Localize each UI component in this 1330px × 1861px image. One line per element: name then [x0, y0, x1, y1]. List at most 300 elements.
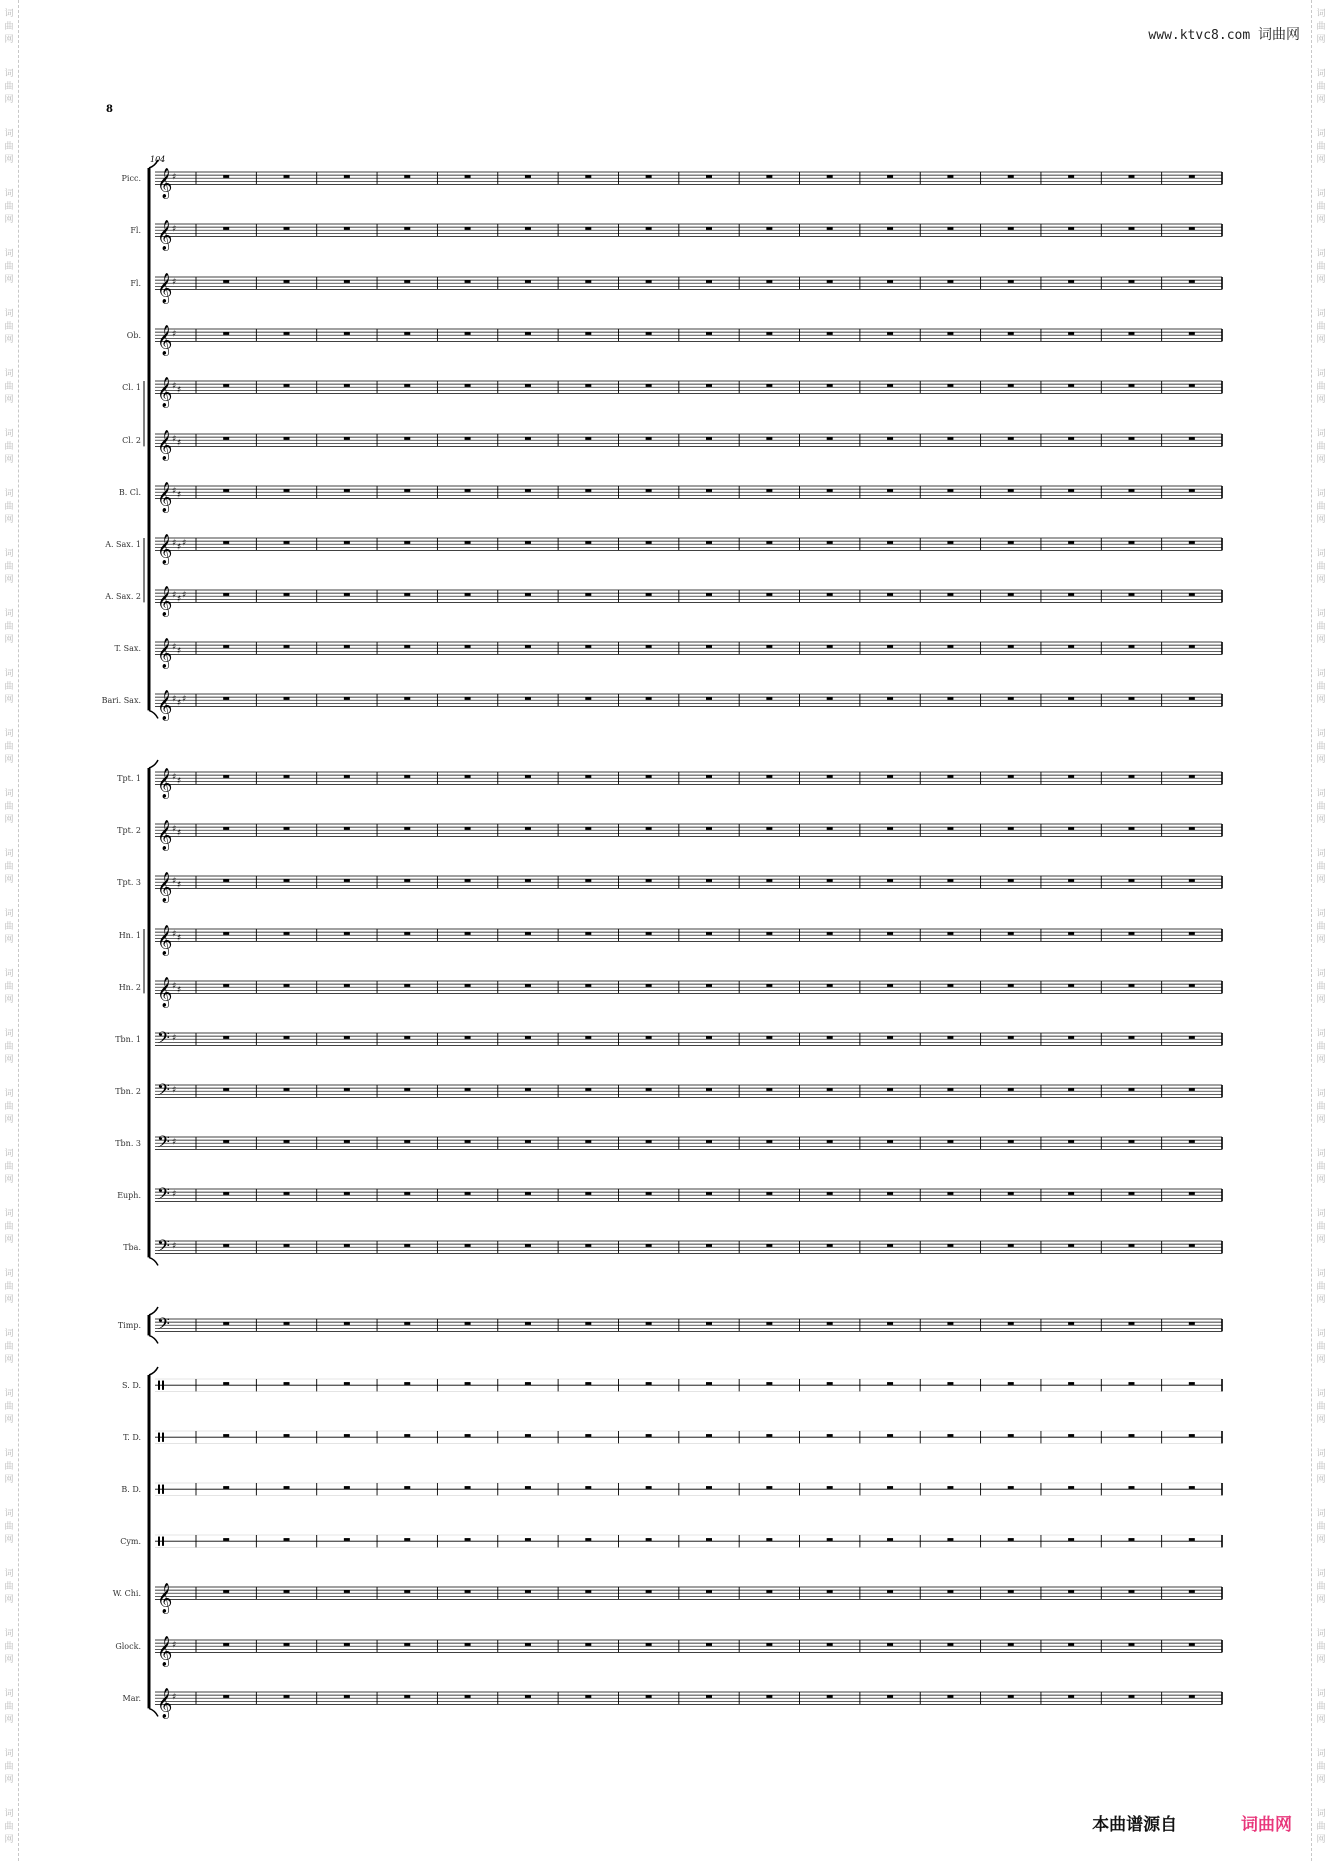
whole-rest: [525, 827, 531, 830]
whole-rest: [1008, 1590, 1014, 1593]
whole-rest: [947, 932, 953, 935]
whole-rest: [947, 1244, 953, 1247]
instrument-name: B. Cl.: [118, 488, 141, 498]
whole-rest: [465, 1036, 471, 1039]
whole-rest: [404, 1590, 410, 1593]
whole-rest: [465, 1434, 471, 1437]
whole-rest: [1068, 1140, 1074, 1143]
whole-rest: [465, 1538, 471, 1541]
whole-rest: [1189, 1192, 1195, 1195]
instrument-name: S. D.: [122, 1381, 141, 1391]
whole-rest: [646, 1192, 652, 1195]
whole-rest: [404, 775, 410, 778]
sharp-icon: ♯: [172, 486, 177, 497]
whole-rest: [284, 1434, 290, 1437]
treble-clef-icon: 𝄞: [157, 977, 173, 1008]
instrument-name: Fl.: [130, 279, 141, 289]
whole-rest: [646, 1695, 652, 1698]
whole-rest: [1008, 1538, 1014, 1541]
whole-rest: [465, 1695, 471, 1698]
whole-rest: [284, 541, 290, 544]
whole-rest: [646, 175, 652, 178]
whole-rest: [766, 1695, 772, 1698]
whole-rest: [947, 280, 953, 283]
watermark-glyphs: 词 曲 网: [1316, 549, 1326, 585]
whole-rest: [1128, 175, 1134, 178]
whole-rest: [827, 697, 833, 700]
watermark-glyphs: 词 曲 网: [4, 1209, 14, 1245]
whole-rest: [585, 984, 591, 987]
instrument-name: Tpt. 1: [117, 774, 141, 784]
whole-rest: [585, 1140, 591, 1143]
treble-clef-icon: 𝄞: [157, 1636, 173, 1667]
whole-rest: [223, 175, 229, 178]
whole-rest: [646, 1643, 652, 1646]
whole-rest: [465, 384, 471, 387]
whole-rest: [706, 879, 712, 882]
whole-rest: [1128, 697, 1134, 700]
treble-clef-icon: 𝄞: [157, 820, 173, 851]
whole-rest: [1068, 1088, 1074, 1091]
whole-rest: [404, 1140, 410, 1143]
sharp-icon: ♯: [177, 438, 182, 449]
whole-rest: [585, 775, 591, 778]
whole-rest: [525, 1244, 531, 1247]
whole-rest: [947, 775, 953, 778]
whole-rest: [766, 932, 772, 935]
whole-rest: [465, 1322, 471, 1325]
watermark-glyphs: 词 曲 网: [4, 1449, 14, 1485]
whole-rest: [827, 1434, 833, 1437]
whole-rest: [344, 775, 350, 778]
instrument-name: Hn. 2: [118, 983, 141, 993]
whole-rest: [887, 280, 893, 283]
whole-rest: [706, 984, 712, 987]
instrument-name: Euph.: [117, 1191, 141, 1201]
whole-rest: [766, 1382, 772, 1385]
whole-rest: [404, 1434, 410, 1437]
whole-rest: [223, 984, 229, 987]
whole-rest: [1128, 1486, 1134, 1489]
whole-rest: [646, 1322, 652, 1325]
whole-rest: [706, 775, 712, 778]
whole-rest: [1128, 437, 1134, 440]
watermark-glyphs: 词 曲 网: [4, 909, 14, 945]
whole-rest: [525, 593, 531, 596]
whole-rest: [585, 1322, 591, 1325]
sharp-icon: ♯: [177, 490, 182, 501]
whole-rest: [706, 1695, 712, 1698]
whole-rest: [284, 593, 290, 596]
whole-rest: [1189, 437, 1195, 440]
whole-rest: [947, 175, 953, 178]
whole-rest: [1189, 1322, 1195, 1325]
treble-clef-icon: 𝄞: [157, 690, 173, 721]
whole-rest: [1128, 1088, 1134, 1091]
whole-rest: [827, 1643, 833, 1646]
whole-rest: [646, 697, 652, 700]
whole-rest: [585, 1643, 591, 1646]
whole-rest: [1189, 175, 1195, 178]
whole-rest: [1128, 1322, 1134, 1325]
whole-rest: [947, 697, 953, 700]
whole-rest: [525, 1036, 531, 1039]
whole-rest: [766, 1643, 772, 1646]
whole-rest: [947, 1322, 953, 1325]
whole-rest: [947, 384, 953, 387]
whole-rest: [1008, 984, 1014, 987]
whole-rest: [1189, 1244, 1195, 1247]
whole-rest: [646, 489, 652, 492]
whole-rest: [284, 175, 290, 178]
watermark-glyphs: 词 曲 网: [4, 1269, 14, 1305]
whole-rest: [465, 175, 471, 178]
whole-rest: [706, 437, 712, 440]
watermark-glyphs: 词 曲 网: [1316, 1149, 1326, 1185]
whole-rest: [344, 932, 350, 935]
whole-rest: [223, 1140, 229, 1143]
whole-rest: [827, 593, 833, 596]
percussion-clef-icon: [158, 1433, 160, 1442]
whole-rest: [1128, 1382, 1134, 1385]
whole-rest: [404, 645, 410, 648]
whole-rest: [1068, 1486, 1074, 1489]
watermark-glyphs: 词 曲 网: [1316, 9, 1326, 45]
whole-rest: [344, 1434, 350, 1437]
watermark-glyphs: 词 曲 网: [1316, 1809, 1326, 1845]
instrument-name: A. Sax. 2: [105, 592, 141, 602]
whole-rest: [646, 1590, 652, 1593]
whole-rest: [887, 593, 893, 596]
whole-rest: [947, 227, 953, 230]
watermark-glyphs: 词 曲 网: [4, 189, 14, 225]
whole-rest: [766, 1192, 772, 1195]
sharp-icon: ♯: [177, 594, 182, 605]
sharp-icon: ♯: [177, 933, 182, 944]
whole-rest: [646, 827, 652, 830]
whole-rest: [465, 775, 471, 778]
treble-clef-icon: 𝄞: [157, 768, 173, 799]
watermark-glyphs: 词 曲 网: [1316, 129, 1326, 165]
whole-rest: [465, 1244, 471, 1247]
whole-rest: [223, 775, 229, 778]
sharp-icon: ♯: [177, 776, 182, 787]
whole-rest: [1189, 1486, 1195, 1489]
whole-rest: [1128, 384, 1134, 387]
whole-rest: [223, 1192, 229, 1195]
whole-rest: [585, 1244, 591, 1247]
whole-rest: [766, 1434, 772, 1437]
whole-rest: [1068, 1036, 1074, 1039]
whole-rest: [404, 1088, 410, 1091]
whole-rest: [706, 1486, 712, 1489]
whole-rest: [344, 489, 350, 492]
whole-rest: [223, 1538, 229, 1541]
instrument-name: Fl.: [130, 226, 141, 236]
watermark-glyphs: 词 曲 网: [1316, 249, 1326, 285]
sharp-icon: ♯: [172, 1241, 177, 1252]
whole-rest: [1068, 775, 1074, 778]
whole-rest: [1068, 1695, 1074, 1698]
brass-bracket-top-hook: [149, 760, 158, 768]
whole-rest: [284, 1140, 290, 1143]
whole-rest: [1068, 384, 1074, 387]
whole-rest: [525, 1486, 531, 1489]
watermark-glyphs: 词 曲 网: [4, 669, 14, 705]
whole-rest: [1189, 697, 1195, 700]
watermark-glyphs: 词 曲 网: [1316, 609, 1326, 645]
bass-clef-icon: 𝄢: [157, 1235, 170, 1260]
whole-rest: [344, 1590, 350, 1593]
whole-rest: [706, 280, 712, 283]
whole-rest: [1068, 697, 1074, 700]
whole-rest: [284, 645, 290, 648]
whole-rest: [646, 1036, 652, 1039]
whole-rest: [223, 1590, 229, 1593]
bass-clef-icon: 𝄢: [157, 1183, 170, 1208]
whole-rest: [585, 1486, 591, 1489]
whole-rest: [404, 332, 410, 335]
whole-rest: [887, 1486, 893, 1489]
whole-rest: [585, 332, 591, 335]
whole-rest: [887, 541, 893, 544]
whole-rest: [284, 697, 290, 700]
whole-rest: [284, 1486, 290, 1489]
whole-rest: [525, 1538, 531, 1541]
whole-rest: [1128, 932, 1134, 935]
whole-rest: [404, 1643, 410, 1646]
treble-clef-icon: 𝄞: [157, 586, 173, 617]
whole-rest: [1008, 932, 1014, 935]
whole-rest: [646, 227, 652, 230]
whole-rest: [646, 1088, 652, 1091]
whole-rest: [284, 984, 290, 987]
watermark-glyphs: 词 曲 网: [1316, 849, 1326, 885]
whole-rest: [344, 645, 350, 648]
whole-rest: [887, 175, 893, 178]
whole-rest: [284, 280, 290, 283]
watermark-glyphs: 词 曲 网: [1316, 1029, 1326, 1065]
instrument-name: W. Chi.: [112, 1589, 141, 1599]
sharp-icon: ♯: [172, 538, 177, 549]
whole-rest: [344, 984, 350, 987]
whole-rest: [887, 227, 893, 230]
whole-rest: [827, 645, 833, 648]
treble-clef-icon: 𝄞: [157, 638, 173, 669]
whole-rest: [827, 1322, 833, 1325]
instrument-name: Tbn. 3: [115, 1139, 141, 1149]
whole-rest: [284, 332, 290, 335]
whole-rest: [887, 1192, 893, 1195]
whole-rest: [223, 1486, 229, 1489]
whole-rest: [1189, 1590, 1195, 1593]
whole-rest: [646, 775, 652, 778]
whole-rest: [1068, 593, 1074, 596]
whole-rest: [1068, 489, 1074, 492]
whole-rest: [1128, 227, 1134, 230]
whole-rest: [1008, 1036, 1014, 1039]
whole-rest: [1189, 932, 1195, 935]
whole-rest: [223, 1088, 229, 1091]
watermark-glyphs: 词 曲 网: [4, 1569, 14, 1605]
whole-rest: [1068, 175, 1074, 178]
watermark-glyphs: 词 曲 网: [4, 1749, 14, 1785]
whole-rest: [525, 175, 531, 178]
whole-rest: [766, 541, 772, 544]
whole-rest: [344, 1140, 350, 1143]
whole-rest: [585, 1590, 591, 1593]
sharp-icon: ♯: [172, 929, 177, 940]
whole-rest: [706, 827, 712, 830]
whole-rest: [223, 697, 229, 700]
whole-rest: [284, 1382, 290, 1385]
whole-rest: [223, 932, 229, 935]
treble-clef-icon: 𝄞: [157, 220, 173, 251]
whole-rest: [706, 1643, 712, 1646]
whole-rest: [1008, 1088, 1014, 1091]
whole-rest: [344, 879, 350, 882]
watermark-glyphs: 词 曲 网: [4, 249, 14, 285]
whole-rest: [827, 1590, 833, 1593]
watermark-glyphs: 词 曲 网: [1316, 1089, 1326, 1125]
whole-rest: [404, 1382, 410, 1385]
whole-rest: [1189, 593, 1195, 596]
whole-rest: [706, 1590, 712, 1593]
whole-rest: [465, 541, 471, 544]
whole-rest: [284, 1695, 290, 1698]
whole-rest: [585, 227, 591, 230]
whole-rest: [827, 984, 833, 987]
sharp-icon: ♯: [172, 1640, 177, 1651]
whole-rest: [585, 280, 591, 283]
watermark-glyphs: 词 曲 网: [1316, 429, 1326, 465]
whole-rest: [465, 697, 471, 700]
whole-rest: [766, 645, 772, 648]
instrument-name: Tpt. 2: [117, 826, 141, 836]
whole-rest: [223, 332, 229, 335]
whole-rest: [525, 932, 531, 935]
whole-rest: [947, 1434, 953, 1437]
whole-rest: [344, 384, 350, 387]
instrument-name: Mar.: [122, 1694, 141, 1704]
whole-rest: [1189, 384, 1195, 387]
whole-rest: [344, 1322, 350, 1325]
whole-rest: [404, 984, 410, 987]
whole-rest: [887, 984, 893, 987]
whole-rest: [706, 1192, 712, 1195]
whole-rest: [887, 1643, 893, 1646]
whole-rest: [887, 1140, 893, 1143]
whole-rest: [887, 1036, 893, 1039]
sharp-icon: ♯: [172, 1137, 177, 1148]
whole-rest: [1008, 280, 1014, 283]
whole-rest: [284, 227, 290, 230]
whole-rest: [223, 1695, 229, 1698]
whole-rest: [646, 280, 652, 283]
whole-rest: [404, 697, 410, 700]
whole-rest: [766, 332, 772, 335]
whole-rest: [646, 384, 652, 387]
whole-rest: [525, 227, 531, 230]
whole-rest: [827, 437, 833, 440]
whole-rest: [706, 1382, 712, 1385]
whole-rest: [1128, 1538, 1134, 1541]
whole-rest: [284, 1244, 290, 1247]
sharp-icon: ♯: [172, 772, 177, 783]
whole-rest: [1068, 1192, 1074, 1195]
whole-rest: [947, 1140, 953, 1143]
whole-rest: [887, 384, 893, 387]
whole-rest: [525, 280, 531, 283]
sharp-icon: ♯: [182, 590, 187, 601]
watermark-glyphs: 词 曲 网: [1316, 969, 1326, 1005]
whole-rest: [1128, 541, 1134, 544]
instrument-name: Tba.: [123, 1243, 141, 1253]
whole-rest: [465, 645, 471, 648]
whole-rest: [1008, 1192, 1014, 1195]
treble-clef-icon: 𝄞: [157, 1688, 173, 1719]
whole-rest: [585, 1382, 591, 1385]
whole-rest: [404, 437, 410, 440]
watermark-glyphs: 词 曲 网: [4, 1389, 14, 1425]
whole-rest: [827, 1192, 833, 1195]
whole-rest: [887, 932, 893, 935]
whole-rest: [887, 437, 893, 440]
whole-rest: [585, 437, 591, 440]
whole-rest: [525, 775, 531, 778]
whole-rest: [1189, 227, 1195, 230]
whole-rest: [646, 879, 652, 882]
watermark-glyphs: 词 曲 网: [4, 69, 14, 105]
whole-rest: [585, 1695, 591, 1698]
whole-rest: [585, 489, 591, 492]
sharp-icon: ♯: [172, 434, 177, 445]
percussion-clef-icon: [162, 1485, 164, 1494]
whole-rest: [827, 1695, 833, 1698]
whole-rest: [525, 697, 531, 700]
watermark-glyphs: 词 曲 网: [1316, 1329, 1326, 1365]
whole-rest: [223, 1244, 229, 1247]
whole-rest: [766, 1322, 772, 1325]
whole-rest: [947, 1486, 953, 1489]
whole-rest: [525, 541, 531, 544]
watermark-glyphs: 词 曲 网: [4, 1329, 14, 1365]
whole-rest: [947, 1088, 953, 1091]
whole-rest: [827, 879, 833, 882]
watermark-glyphs: 词 曲 网: [1316, 909, 1326, 945]
whole-rest: [1008, 1643, 1014, 1646]
whole-rest: [404, 593, 410, 596]
treble-clef-icon: 𝄞: [157, 325, 173, 356]
whole-rest: [1128, 1590, 1134, 1593]
sharp-icon: ♯: [177, 880, 182, 891]
whole-rest: [1068, 932, 1074, 935]
whole-rest: [404, 827, 410, 830]
whole-rest: [706, 697, 712, 700]
whole-rest: [766, 775, 772, 778]
sharp-icon: ♯: [172, 381, 177, 392]
whole-rest: [766, 827, 772, 830]
whole-rest: [465, 1590, 471, 1593]
whole-rest: [284, 879, 290, 882]
whole-rest: [1128, 489, 1134, 492]
whole-rest: [887, 489, 893, 492]
whole-rest: [284, 1322, 290, 1325]
whole-rest: [1128, 775, 1134, 778]
whole-rest: [1008, 1695, 1014, 1698]
whole-rest: [404, 384, 410, 387]
sharp-icon: ♯: [172, 1189, 177, 1200]
